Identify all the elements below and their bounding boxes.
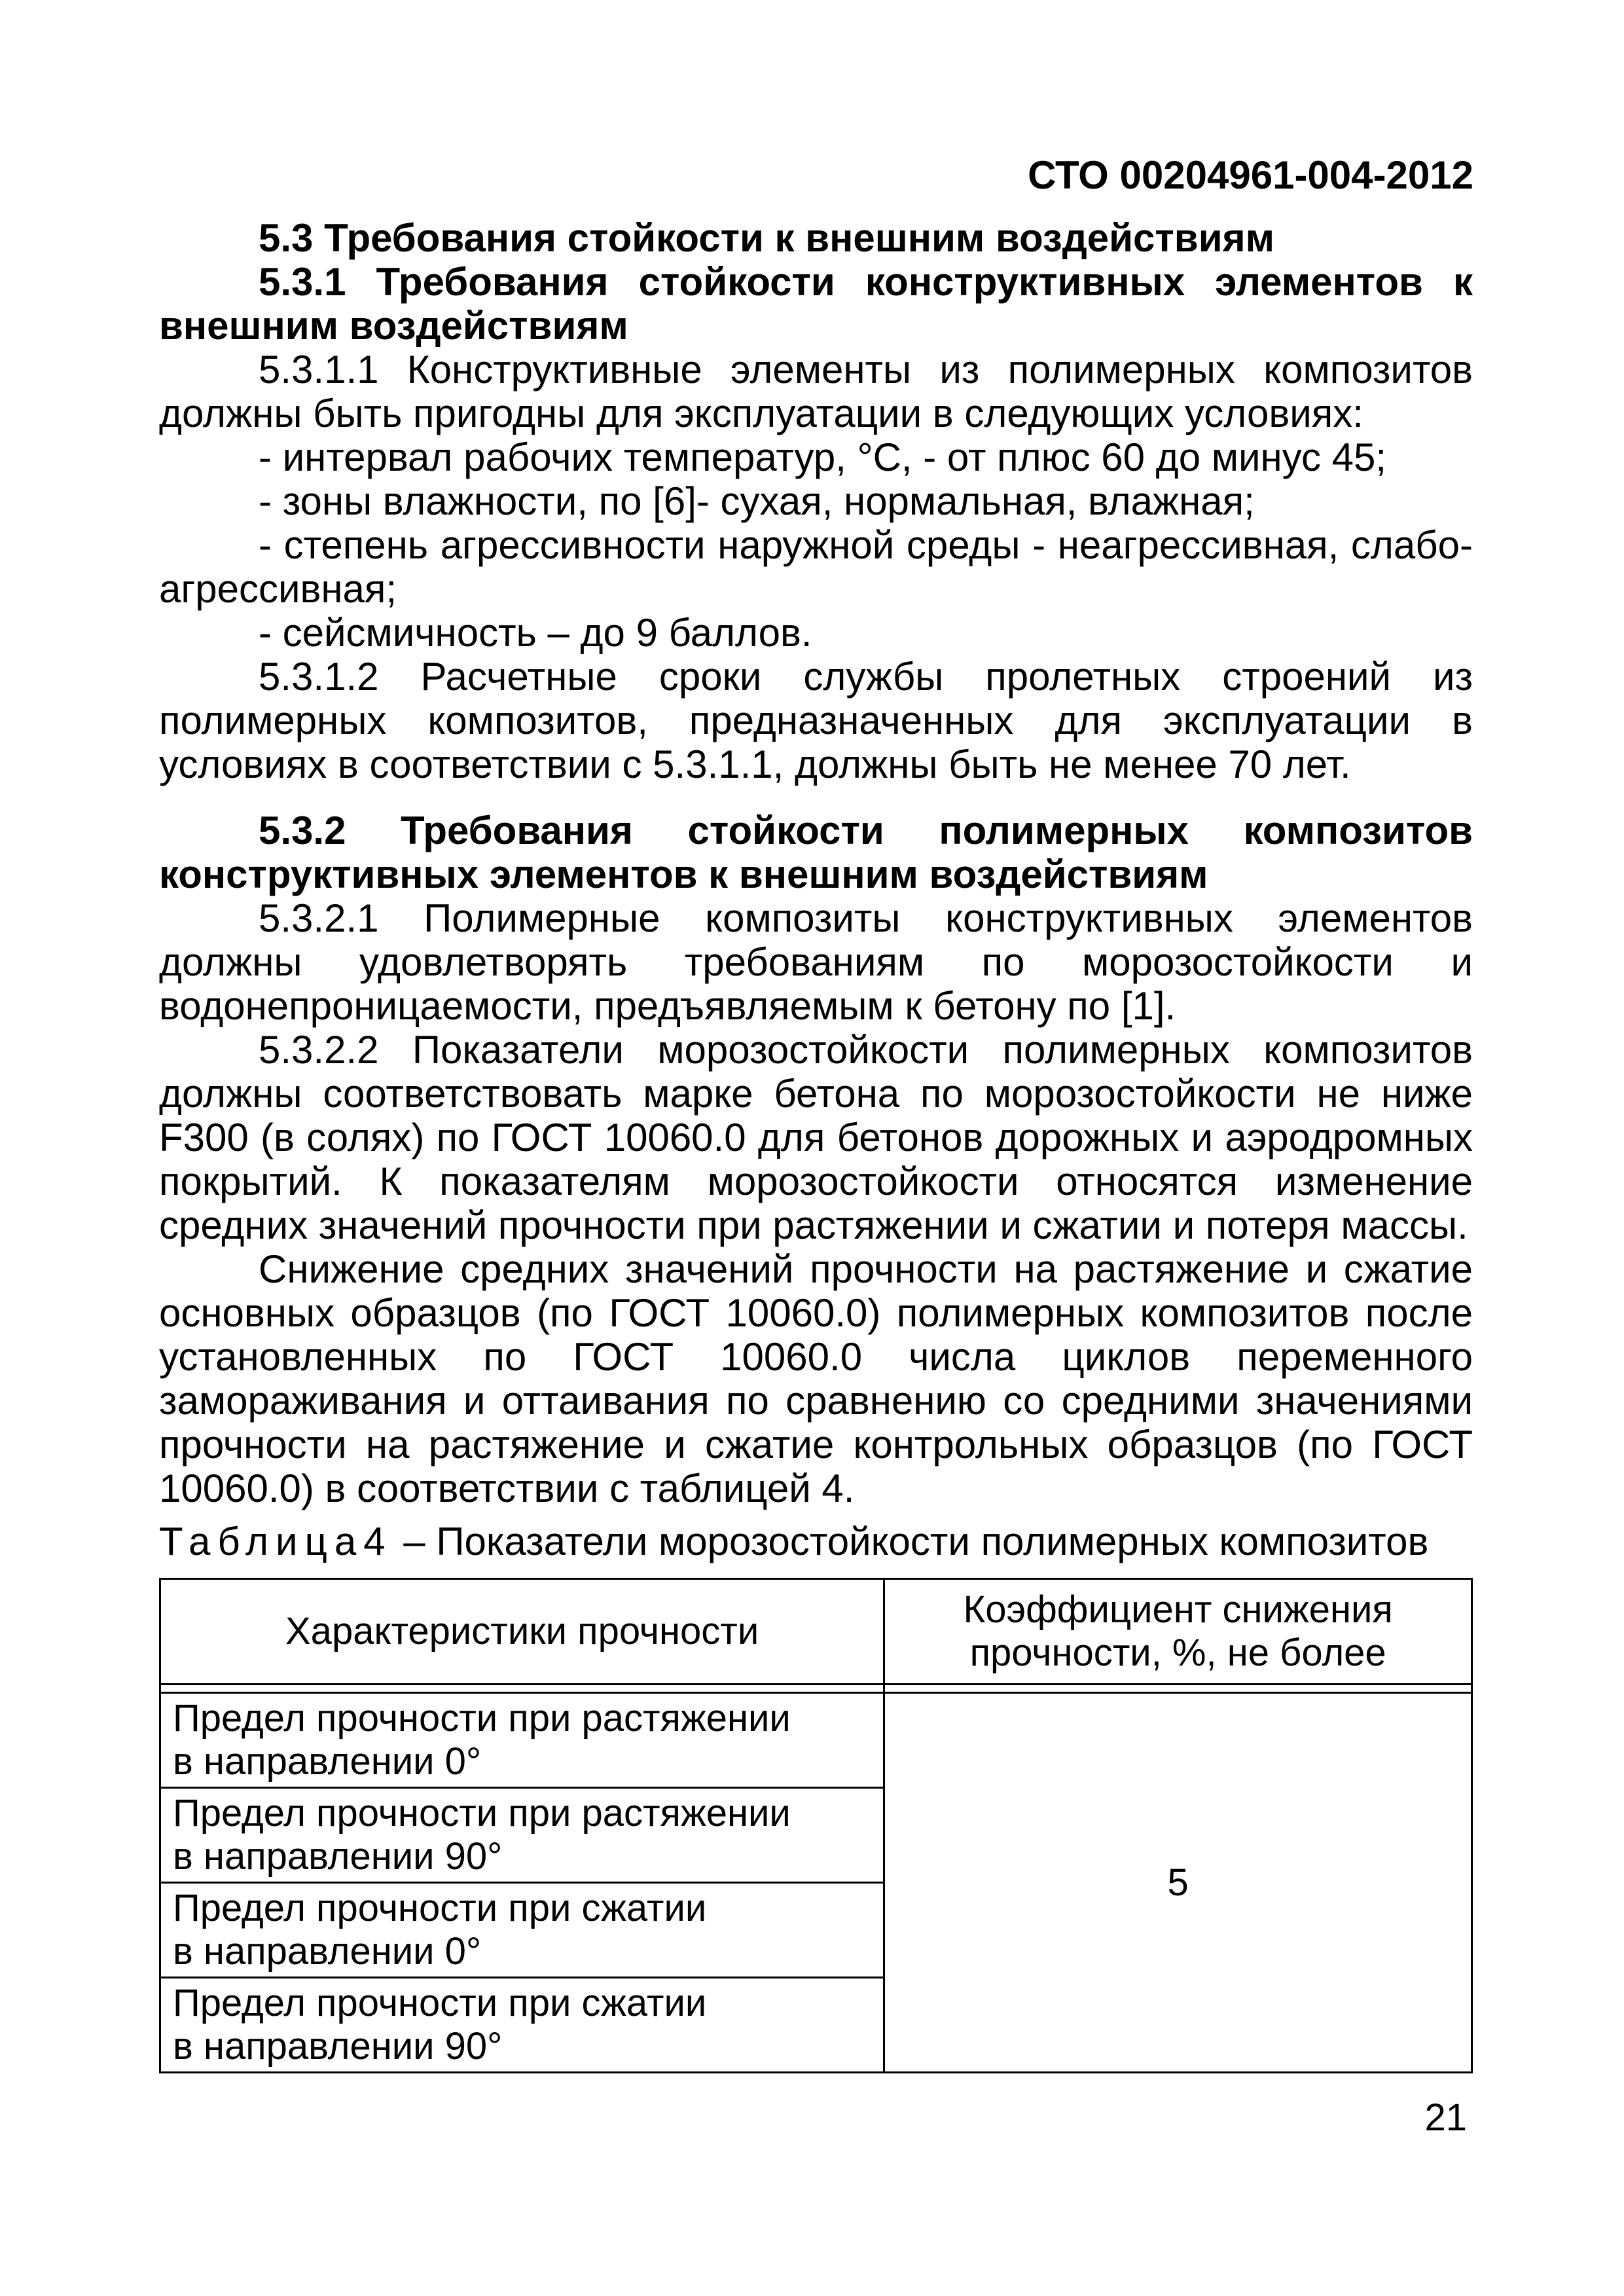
frost-resistance-table: [159, 1578, 1473, 2073]
cell-line: в направлении 0°: [173, 1740, 482, 1783]
table-cell-characteristic: [160, 1978, 884, 2073]
condition-item: - зоны влажности, по [6]- сухая, нормальная, влажная;: [259, 479, 1255, 523]
paragraph-5-3-1-1: 5.3.1.1 Конструктивные элементы из полимерных композитов должны быть пригодны для эксплуатации в следующих условиях:: [159, 348, 1473, 435]
paragraph-reduction: Снижение средних значений прочности на растяжение и сжатие основных образцов (по ГОСТ 10060.0) полимерных композитов после установленных по ГОСТ 10060.0 числа циклов переменного замораживания и оттаивания по сравнению со средними значениями прочности на растяжение и сжатие контрольных образцов (по ГОСТ 10060.0) в соответствии с таблицей 4.: [159, 1247, 1473, 1510]
cell-line: Предел прочности при растяжении: [173, 1792, 791, 1834]
page-number: 21: [1424, 2096, 1467, 2139]
condition-item: - интервал рабочих температур, °С, - от плюс 60 до минус 45;: [259, 435, 1387, 479]
table-row: [160, 1693, 1472, 1788]
column-header-line: Коэффициент снижения: [963, 1588, 1393, 1631]
column-header-line: прочности, %, не более: [969, 1631, 1386, 1674]
column-header-strength-characteristics: Характеристики прочности: [160, 1579, 884, 1685]
table-cell-characteristic: [160, 1788, 884, 1883]
cell-line: в направлении 0°: [173, 1930, 482, 1973]
paragraph-5-3-2-1: 5.3.2.1 Полимерные композиты конструктивных элементов должны удовлетворять требованиям по морозостойкости и водонепроницаемости, предъявляемым к бетону по [1].: [159, 896, 1473, 1028]
column-header-reduction-coefficient: [884, 1579, 1472, 1685]
table-caption-text: – Показатели морозостойкости полимерных композитов: [392, 1520, 1429, 1563]
document-code-header: СТО 00204961-004-2012: [1028, 153, 1473, 197]
table-cell-coefficient: 5: [884, 1693, 1472, 2073]
section-title-5-3-2: 5.3.2 Требования стойкости полимерных композитов конструктивных элементов к внешним воздействиям: [159, 809, 1473, 896]
paragraph-5-3-1-2: 5.3.1.2 Расчетные сроки службы пролетных строений из полимерных композитов, предназначенных для эксплуатации в условиях в соответствии с 5.3.1.1, должны быть не менее 70 лет.: [159, 655, 1473, 786]
document-body: [159, 216, 1473, 2073]
cell-line: Предел прочности при сжатии: [173, 1982, 707, 2024]
cell-line: Предел прочности при сжатии: [173, 1887, 707, 1929]
condition-item: - степень агрессивности наружной среды - неагрессивная, слабо-агрессивная;: [159, 523, 1473, 611]
table-cell-characteristic: [160, 1883, 884, 1978]
cell-line: Предел прочности при растяжении: [173, 1697, 791, 1740]
paragraph-5-3-2-2: 5.3.2.2 Показатели морозостойкости полимерных композитов должны соответствовать марке бетона по морозостойкости не ниже F300 (в солях) по ГОСТ 10060.0 для бетонов дорожных и аэродромных покрытий. К показателям морозостойкости относятся изменение средних значений прочности при растяжении и сжатии и потеря массы.: [159, 1028, 1473, 1247]
section-title-5-3: 5.3 Требования стойкости к внешним воздействиям: [259, 216, 1274, 260]
section-title-5-3-1: 5.3.1 Требования стойкости конструктивных элементов к внешним воздействиям: [159, 260, 1473, 348]
table-caption: [159, 1520, 1473, 1563]
condition-item: - сейсмичность – до 9 баллов.: [259, 611, 812, 655]
table-header-separator: [160, 1685, 1472, 1693]
table-caption-label: Таблица4: [159, 1520, 393, 1563]
table-cell-characteristic: [160, 1693, 884, 1788]
table-header-row: [160, 1579, 1472, 1685]
cell-line: в направлении 90°: [173, 1835, 503, 1878]
cell-line: в направлении 90°: [173, 2025, 503, 2068]
